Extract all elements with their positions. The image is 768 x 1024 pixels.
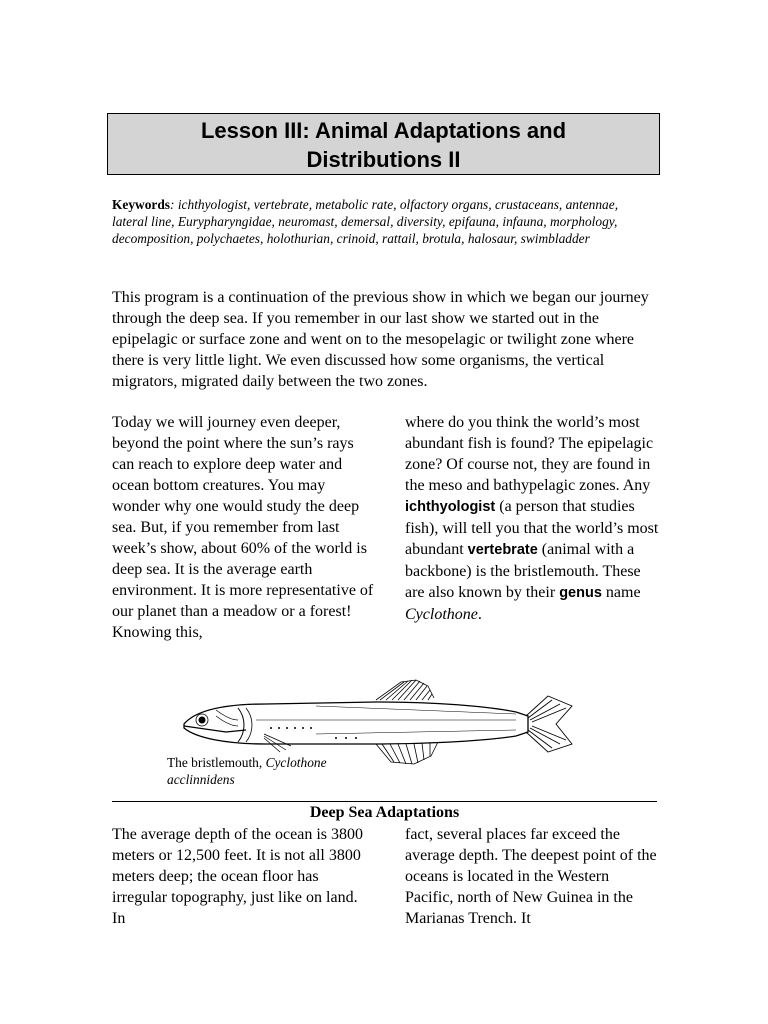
intro-paragraph: This program is a continuation of the previous show in which we began our journey through the deep sea. If you remember in our last show we started out in the epipelagic or surface zone and went on to the mesopelagic or twilight zone where there is very little light. We even discussed how some organisms, the vertical migrators, migrated daily between the two zones. <box>112 289 649 390</box>
section-heading: Deep Sea Adaptations <box>309 804 460 821</box>
term-ichthyologist: ichthyologist <box>405 499 496 515</box>
section-column-right: fact, several places far exceed the average depth. The deepest point of the oceans is located in the Western Pacific, north of New Guinea in the Marianas Trench. It <box>405 826 657 927</box>
body-column-right <box>405 412 660 625</box>
body-column-left: Today we will journey even deeper, beyond the point where the sun’s rays can reach to explore deep water and ocean bottom creatures. You may wonder why one would study the deep sea. But, if you remember from last week’s show, about 60% of the world is deep sea. It is the average earth environment. It is more representative of our planet than a meadow or a forest! Knowing this, <box>112 414 374 641</box>
caption-species: Cyclothone acclinnidens <box>167 755 327 787</box>
figure-caption <box>167 754 377 788</box>
lesson-title-line-1: Lesson III: Animal Adaptations and <box>200 118 567 143</box>
lesson-title-box <box>107 113 660 175</box>
section-column-left: The average depth of the ocean is 3800 meters or 12,500 feet. It is not all 3800 meters deep; the ocean floor has irregular topography, just like on land. In <box>112 826 364 927</box>
body-text: . <box>477 606 482 623</box>
keywords-list: : ichthyologist, vertebrate, metabolic rate, olfactory organs, crustaceans, antennae, lateral line, Eurypharyngidae, neuromast, demersal, diversity, epifauna, infauna, morphology, decomposition, polychaetes, holothurian, crinoid, rattail, brotula, halosaur, swimbladder <box>112 197 619 246</box>
body-text: (a person that studies fish), will tell you that the world’s most abundant <box>405 498 659 558</box>
genus-name: Cyclothone <box>405 606 478 623</box>
keywords-paragraph <box>112 196 652 247</box>
term-vertebrate: vertebrate <box>467 542 538 558</box>
caption-prefix: The bristlemouth, <box>167 755 266 770</box>
keywords-label: Keywords <box>112 197 171 212</box>
body-text: (animal with a backbone) is the bristlemouth. These are also known by their <box>405 541 641 601</box>
body-text: where do you think the world’s most abundant fish is found? The epipelagic zone? Of course not, they are found in the meso and bathypelagic zones. Any <box>405 414 654 494</box>
section-divider <box>112 801 657 802</box>
term-genus: genus <box>559 585 602 601</box>
body-text: name <box>601 584 641 601</box>
lesson-title-line-2: Distributions II <box>306 147 461 172</box>
